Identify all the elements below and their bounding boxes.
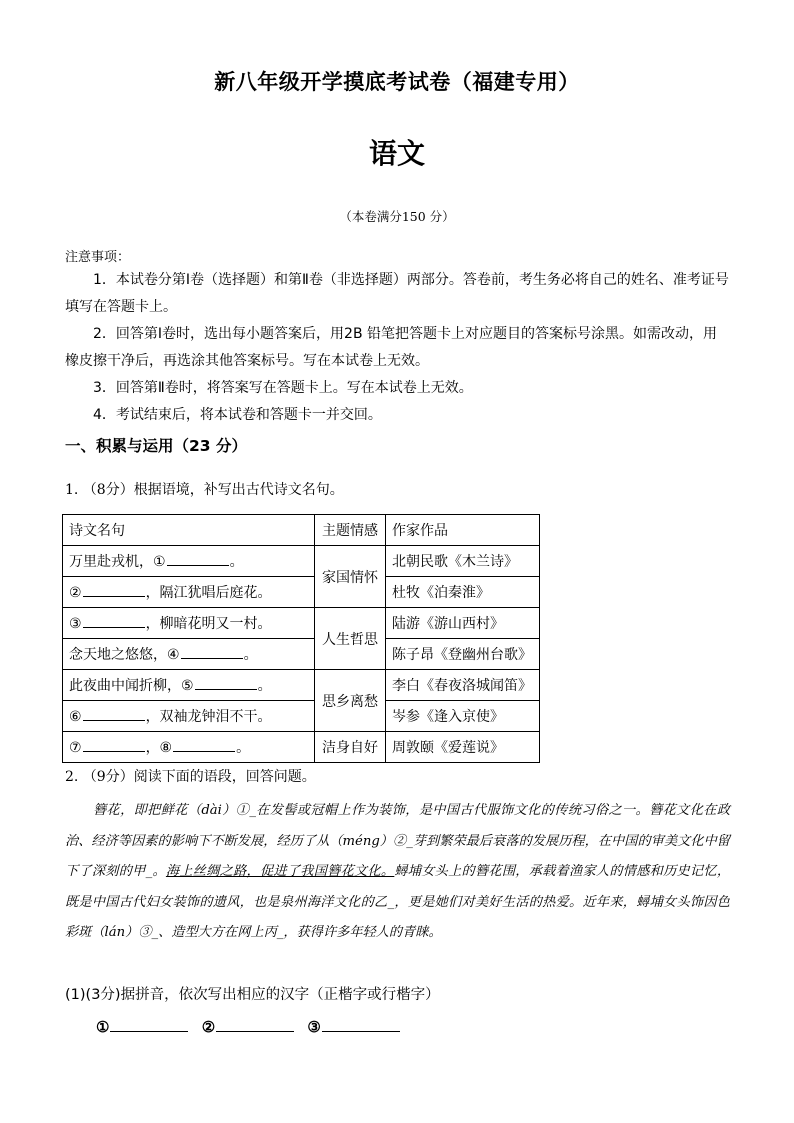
poem-line: ② ，隔江犹唱后庭花。 xyxy=(63,577,315,608)
work-cell: 岑参《逢入京使》 xyxy=(386,701,540,732)
theme-cell: 思乡离愁 xyxy=(315,670,386,732)
underlined-sentence: 海上丝绸之路，促进了我国簪花文化。 xyxy=(165,864,395,879)
answer-blank[interactable] xyxy=(83,626,145,628)
notice-item: 1．本试卷分第Ⅰ卷（选择题）和第Ⅱ卷（非选择题）两部分。答卷前，考生务必将自己的姓名、准考证号填写在答题卡上。 xyxy=(65,272,729,315)
reading-passage: 簪花，即把鲜花（dài）①_在发髻或冠帽上作为装饰，是中国古代服饰文化的传统习俗之一。簪花文化在政治、经济等因素的影响下不断发展，经历了从（méng）②_芽到繁荣最后衰落的发展历程，在中国的审美文化中留下了深刻的甲_。海上丝绸之路，促进了我国簪花文化。蟳埔女头上的簪花围，承载着渔家人的情感和历史记忆，既是中国古代妇女装饰的遗风，也是泉州海洋文化的乙_，更是她们对美好生活的热爱。近年来，蟳埔女头饰因色彩斑（lán）③_、造型大方在网上丙_，获得许多年轻人的青睐。 xyxy=(65,803,731,940)
answer-blank[interactable] xyxy=(110,1030,188,1032)
subject-title: 语文 xyxy=(368,137,425,170)
work-cell: 北朝民歌《木兰诗》 xyxy=(386,546,540,577)
question-2-stem: 2. （9分）阅读下面的语段，回答问题。 xyxy=(65,769,316,785)
work-cell: 周敦颐《爱莲说》 xyxy=(386,732,540,763)
table-row xyxy=(63,732,540,763)
notice-item: 3．回答第Ⅱ卷时，将答案写在答题卡上。写在本试卷上无效。 xyxy=(93,380,473,396)
poem-line: ⑦ ，⑧ 。 xyxy=(63,732,315,763)
poem-line: 万里赴戎机，① 。 xyxy=(63,546,315,577)
table-row xyxy=(63,577,540,608)
answer-blank[interactable] xyxy=(173,750,235,752)
header-theme: 主题情感 xyxy=(315,515,386,546)
exam-title: 新八年级开学摸底考试卷（福建专用） xyxy=(214,69,580,94)
poem-line: 此夜曲中闻折柳，⑤ 。 xyxy=(63,670,315,701)
question-1-stem: 1. （8分）根据语境，补写出古代诗文名句。 xyxy=(65,482,344,498)
answer-blank[interactable] xyxy=(83,595,145,597)
answer-blank[interactable] xyxy=(195,688,257,690)
answer-blanks: ① ② ③ xyxy=(96,1018,408,1036)
table-row xyxy=(63,701,540,732)
subquestion-1: (1)(3分)据拼音，依次写出相应的汉字（正楷字或行楷字） xyxy=(65,987,440,1003)
notice-title: 注意事项： xyxy=(65,250,131,265)
theme-cell: 家国情怀 xyxy=(315,546,386,608)
answer-blank[interactable] xyxy=(83,750,145,752)
table-row xyxy=(63,639,540,670)
theme-cell: 人生哲思 xyxy=(315,608,386,670)
header-poem: 诗文名句 xyxy=(63,515,315,546)
work-cell: 杜牧《泊秦淮》 xyxy=(386,577,540,608)
score-note: （本卷满分150 分） xyxy=(339,209,455,224)
poem-line: 念天地之悠悠，④ 。 xyxy=(63,639,315,670)
poem-line: ⑥ ，双袖龙钟泪不干。 xyxy=(63,701,315,732)
work-cell: 李白《春夜洛城闻笛》 xyxy=(386,670,540,701)
work-cell: 陆游《游山西村》 xyxy=(386,608,540,639)
answer-blank[interactable] xyxy=(322,1030,400,1032)
table-row xyxy=(63,670,540,701)
notice-item: 2．回答第Ⅰ卷时，选出每小题答案后，用2B 铅笔把答题卡上对应题目的答案标号涂黑。如需改动，用橡皮擦干净后，再选涂其他答案标号。写在本试卷上无效。 xyxy=(65,326,717,369)
notice-list xyxy=(65,267,730,429)
table-row xyxy=(63,546,540,577)
section-title: 一、积累与运用（23 分） xyxy=(65,437,247,455)
notice-item: 4．考试结束后，将本试卷和答题卡一并交回。 xyxy=(93,407,382,423)
table-header-row xyxy=(63,515,540,546)
answer-blank[interactable] xyxy=(181,657,243,659)
answer-blank[interactable] xyxy=(83,719,145,721)
poem-line: ③ ，柳暗花明又一村。 xyxy=(63,608,315,639)
poem-table xyxy=(62,514,540,763)
header-work: 作家作品 xyxy=(386,515,540,546)
answer-blank[interactable] xyxy=(167,564,229,566)
answer-blank[interactable] xyxy=(216,1030,294,1032)
theme-cell: 洁身自好 xyxy=(315,732,386,763)
work-cell: 陈子昂《登幽州台歌》 xyxy=(386,639,540,670)
table-row xyxy=(63,608,540,639)
